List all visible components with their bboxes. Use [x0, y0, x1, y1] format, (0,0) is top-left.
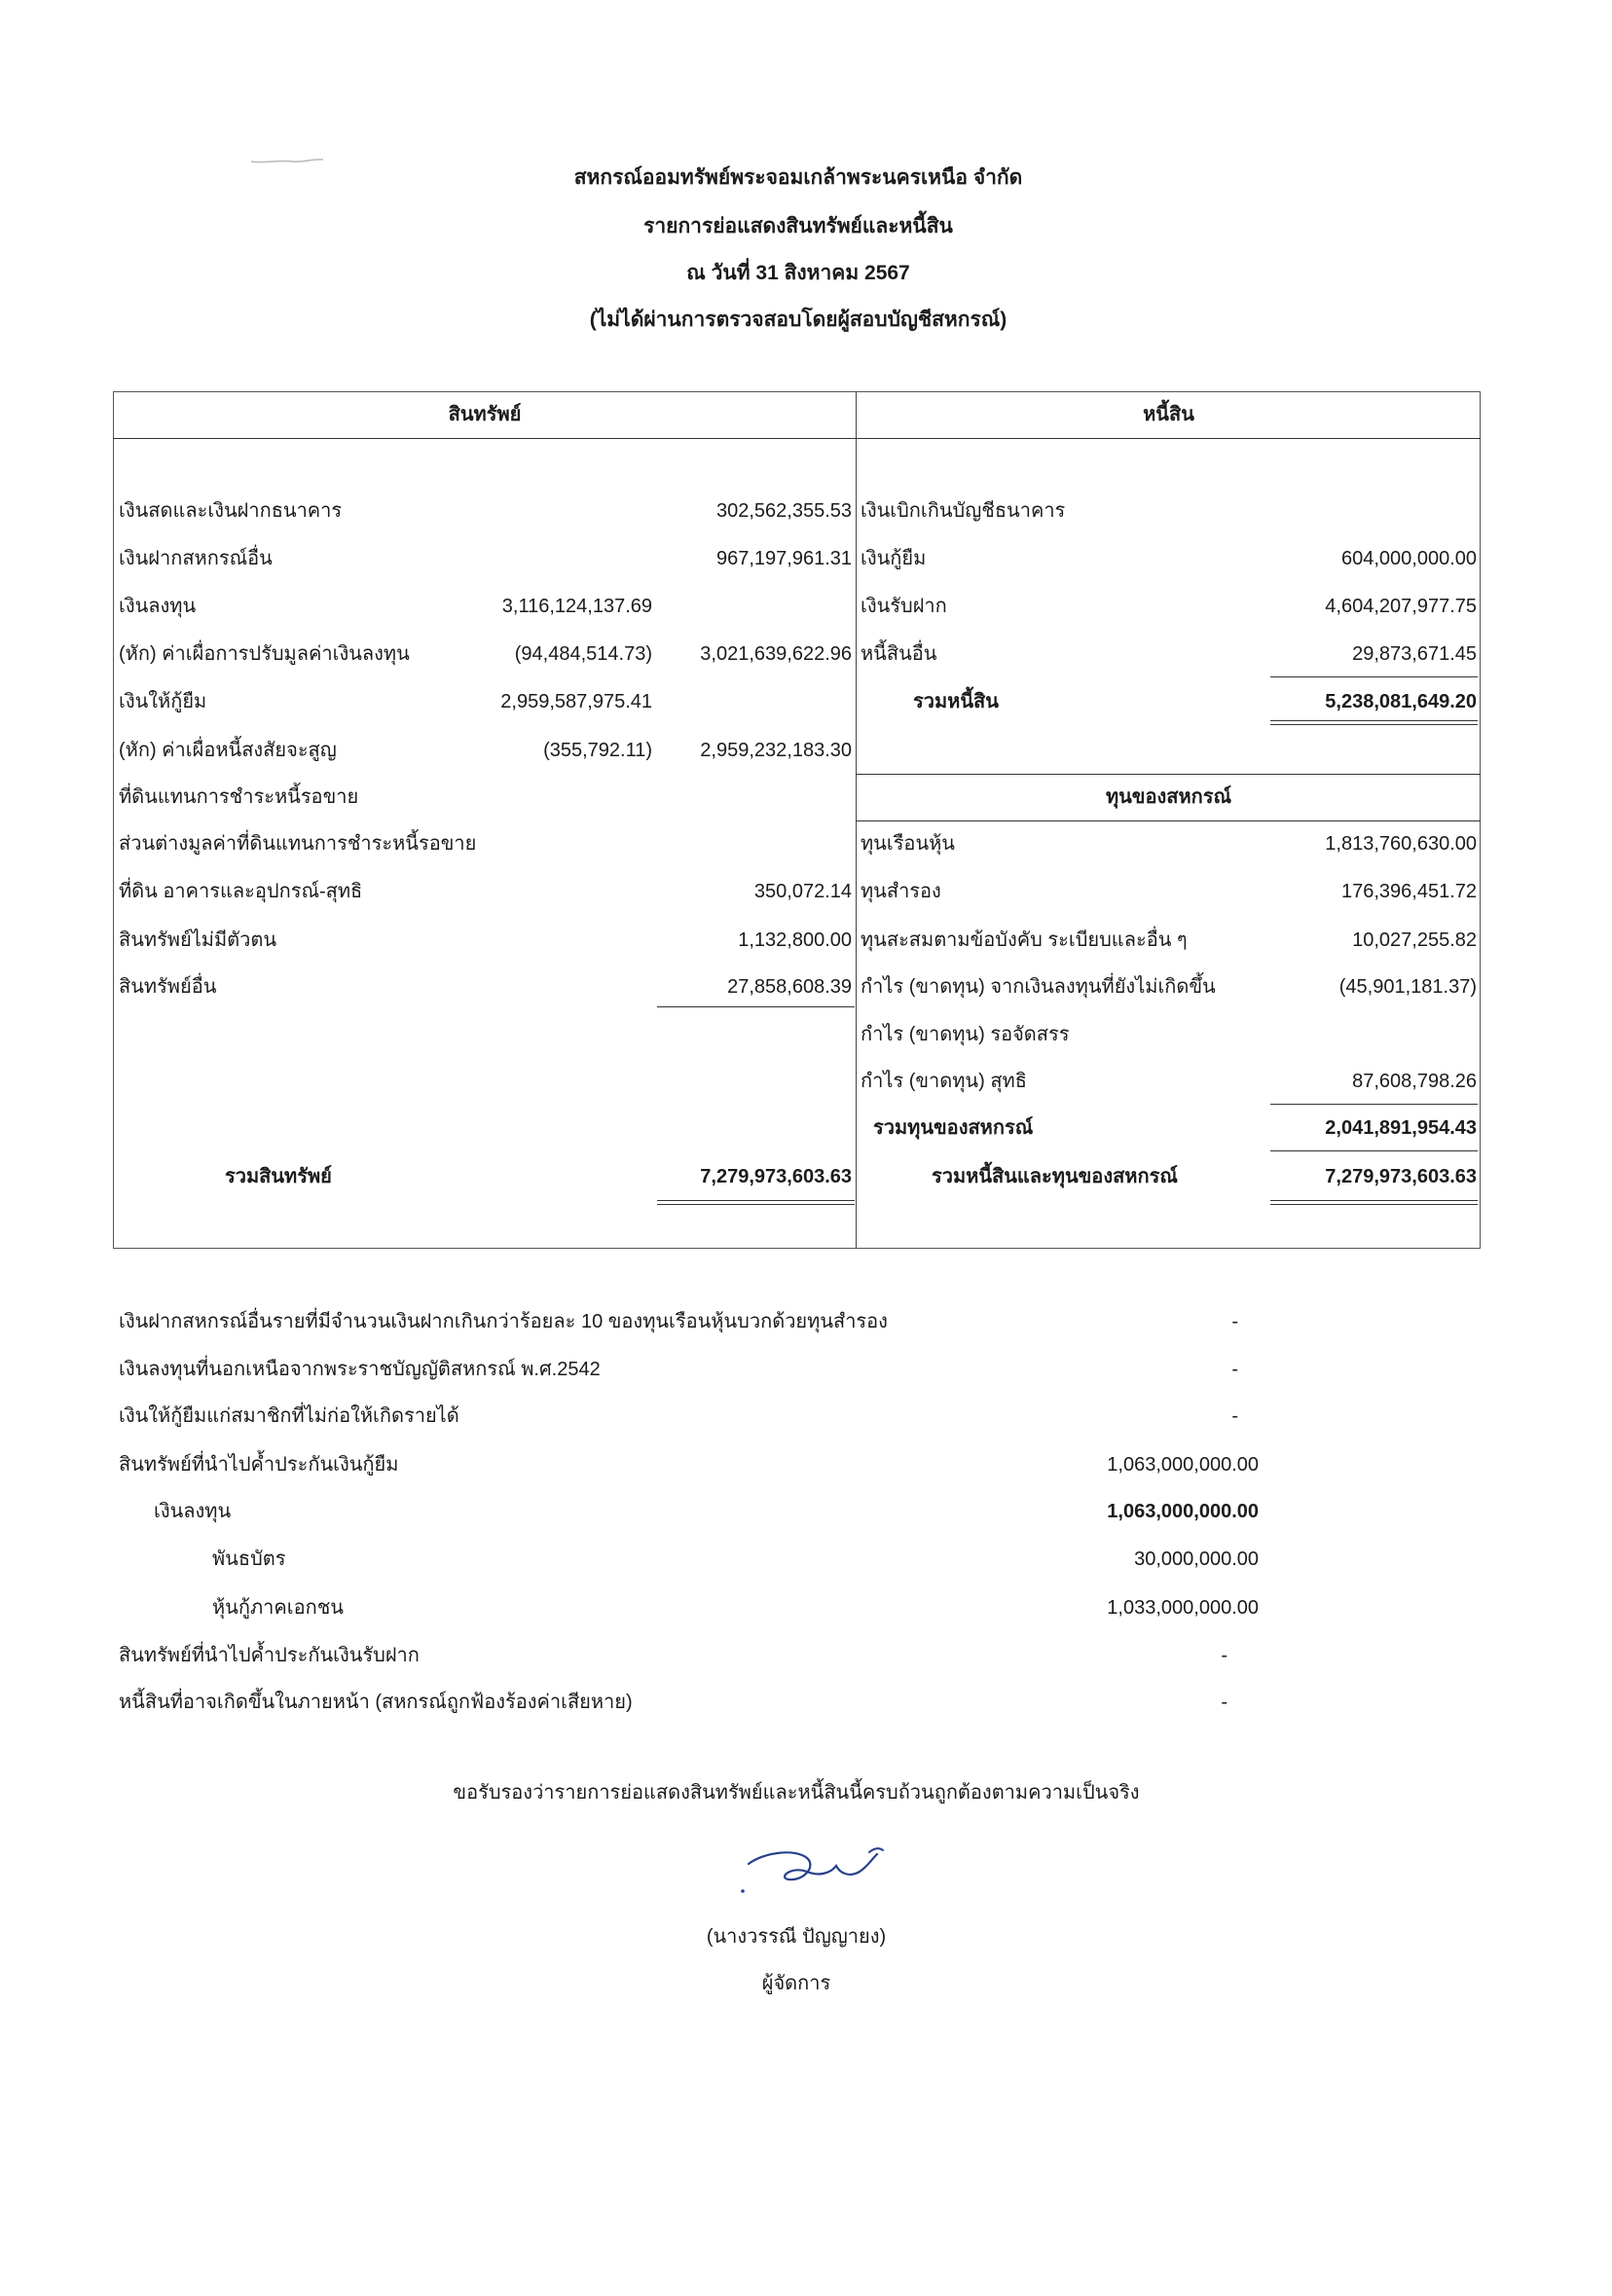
certification-statement: ขอรับรองว่ารายการย่อแสดงสินทรัพย์และหนี้สินนี้ครบถ้วนถูกต้องตามความเป็นจริง: [453, 1782, 1140, 1804]
asset-label: สินทรัพย์ไม่มีตัวตน: [119, 929, 277, 951]
note-label: เงินลงทุนที่นอกเหนือจากพระราชบัญญัติสหกรณ์ พ.ศ.2542: [119, 1359, 601, 1380]
note-sublabel: เงินลงทุน: [154, 1501, 232, 1522]
asset-amount: 3,021,639,622.96: [700, 643, 852, 665]
note-value: -: [1221, 1692, 1227, 1713]
liability-label: หนี้สินอื่น: [861, 643, 937, 665]
grand-total-amount: 7,279,973,603.63: [1325, 1166, 1477, 1187]
equity-amount: 1,813,760,630.00: [1325, 833, 1477, 855]
equity-amount: 10,027,255.82: [1352, 929, 1477, 951]
equity-label: ทุนสะสมตามข้อบังคับ ระเบียบและอื่น ๆ: [861, 929, 1188, 951]
equity-amount: 176,396,451.72: [1340, 881, 1477, 902]
liability-amount: 4,604,207,977.75: [1325, 596, 1477, 617]
equity-amount: (45,901,181.37): [1338, 976, 1477, 998]
note-label: เงินฝากสหกรณ์อื่นรายที่มีจำนวนเงินฝากเกินกว่าร้อยละ 10 ของทุนเรือนหุ้นบวกด้วยทุนสำรอง: [119, 1311, 888, 1332]
note-sublabel: หุ้นกู้ภาคเอกชน: [212, 1597, 344, 1619]
note-value: -: [1231, 1311, 1238, 1332]
note-label: สินทรัพย์ที่นำไปค้ำประกันเงินรับฝาก: [119, 1645, 420, 1666]
asset-label: เงินสดและเงินฝากธนาคาร: [119, 500, 343, 522]
asset-amount: 1,132,800.00: [738, 929, 852, 951]
grand-total-label: รวมหนี้สินและทุนของสหกรณ์: [932, 1166, 1178, 1187]
note-value: 1,063,000,000.00: [1107, 1501, 1259, 1522]
asset-label: (หัก) ค่าเผื่อการปรับมูลค่าเงินลงทุน: [119, 643, 410, 665]
note-label: หนี้สินที่อาจเกิดขึ้นในภายหน้า (สหกรณ์ถูกฟ้องร้องค่าเสียหาย): [119, 1692, 633, 1713]
report-title: รายการย่อแสดงสินทรัพย์และหนี้สิน: [643, 215, 953, 237]
equity-label: ทุนเรือนหุ้น: [861, 833, 955, 855]
equity-total-label: รวมทุนของสหกรณ์: [873, 1117, 1034, 1139]
asset-label: ที่ดินแทนการชำระหนี้รอขาย: [119, 786, 359, 808]
liability-amount: 29,873,671.45: [1352, 643, 1477, 665]
asset-gross-amount: 3,116,124,137.69: [501, 596, 652, 617]
note-value: 30,000,000.00: [1134, 1549, 1259, 1570]
note-sublabel: พันธบัตร: [212, 1549, 286, 1570]
equity-heading-bottom-rule: [857, 820, 1481, 821]
note-label: สินทรัพย์ที่นำไปค้ำประกันเงินกู้ยืม: [119, 1454, 399, 1476]
asset-amount: 350,072.14: [753, 881, 852, 902]
asset-amount: 27,858,608.39: [727, 976, 852, 998]
equity-label: กำไร (ขาดทุน) รอจัดสรร: [861, 1024, 1070, 1045]
note-value: 1,063,000,000.00: [1107, 1454, 1259, 1476]
liabilities-total-label: รวมหนี้สิน: [913, 691, 999, 712]
grand-total-double-rule: [1270, 1200, 1478, 1205]
equity-total-rule: [1270, 1150, 1478, 1151]
liability-label: เงินกู้ยืม: [861, 548, 927, 569]
asset-label: เงินลงทุน: [119, 596, 197, 617]
liabilities-heading: หนี้สิน: [1143, 404, 1194, 425]
assets-total-double-rule: [657, 1200, 855, 1205]
asset-amount: 967,197,961.31: [715, 548, 852, 569]
signature: [735, 1842, 896, 1903]
asset-label: ส่วนต่างมูลค่าที่ดินแทนการชำระหนี้รอขาย: [119, 833, 477, 855]
equity-label: ทุนสำรอง: [861, 881, 941, 902]
asset-gross-amount: 2,959,587,975.41: [500, 691, 652, 712]
equity-subtotal-rule: [1270, 1104, 1478, 1105]
note-value: -: [1231, 1405, 1238, 1427]
liabilities-subtotal-rule: [1270, 676, 1478, 677]
audit-note: (ไม่ได้ผ่านการตรวจสอบโดยผู้สอบบัญชีสหกรณ์): [589, 309, 1008, 331]
signatory-name: (นางวรรณี ปัญญายง): [706, 1926, 887, 1948]
as-of-date: ณ วันที่ 31 สิงหาคม 2567: [686, 262, 910, 284]
asset-gross-amount: (355,792.11): [543, 740, 652, 761]
asset-label: เงินให้กู้ยืม: [119, 691, 207, 712]
asset-subtotal-rule: [657, 1006, 855, 1007]
liability-amount: 604,000,000.00: [1340, 548, 1477, 569]
equity-total-amount: 2,041,891,954.43: [1325, 1117, 1477, 1139]
signatory-position: ผู้จัดการ: [761, 1973, 831, 1994]
note-label: เงินให้กู้ยืมแก่สมาชิกที่ไม่ก่อให้เกิดรายได้: [119, 1405, 459, 1427]
equity-label: กำไร (ขาดทุน) จากเงินลงทุนที่ยังไม่เกิดขึ้น: [861, 976, 1216, 998]
asset-amount: 2,959,232,183.30: [700, 740, 852, 761]
assets-total-label: รวมสินทรัพย์: [225, 1166, 332, 1187]
liabilities-total-double-rule: [1270, 720, 1478, 725]
asset-label: ที่ดิน อาคารและอุปกรณ์-สุทธิ: [119, 881, 363, 902]
equity-heading-top-rule: [857, 774, 1481, 775]
note-value: -: [1231, 1359, 1238, 1380]
assets-heading: สินทรัพย์: [448, 404, 522, 425]
asset-label: (หัก) ค่าเผื่อหนี้สงสัยจะสูญ: [119, 740, 337, 761]
asset-amount: 302,562,355.53: [715, 500, 852, 522]
liability-label: เงินรับฝาก: [861, 596, 947, 617]
asset-label: สินทรัพย์อื่น: [119, 976, 217, 998]
equity-label: กำไร (ขาดทุน) สุทธิ: [861, 1071, 1027, 1092]
note-value: -: [1221, 1645, 1227, 1666]
assets-total-amount: 7,279,973,603.63: [700, 1166, 852, 1187]
liability-label: เงินเบิกเกินบัญชีธนาคาร: [861, 500, 1066, 522]
asset-label: เงินฝากสหกรณ์อื่น: [119, 548, 273, 569]
asset-gross-amount: (94,484,514.73): [514, 643, 652, 665]
table-header-divider: [113, 438, 1481, 439]
equity-amount: 87,608,798.26: [1352, 1071, 1477, 1092]
equity-heading: ทุนของสหกรณ์: [1105, 786, 1232, 808]
org-name: สหกรณ์ออมทรัพย์พระจอมเกล้าพระนครเหนือ จำกัด: [573, 166, 1023, 189]
note-value: 1,033,000,000.00: [1107, 1597, 1259, 1619]
liabilities-total-amount: 5,238,081,649.20: [1325, 691, 1477, 712]
